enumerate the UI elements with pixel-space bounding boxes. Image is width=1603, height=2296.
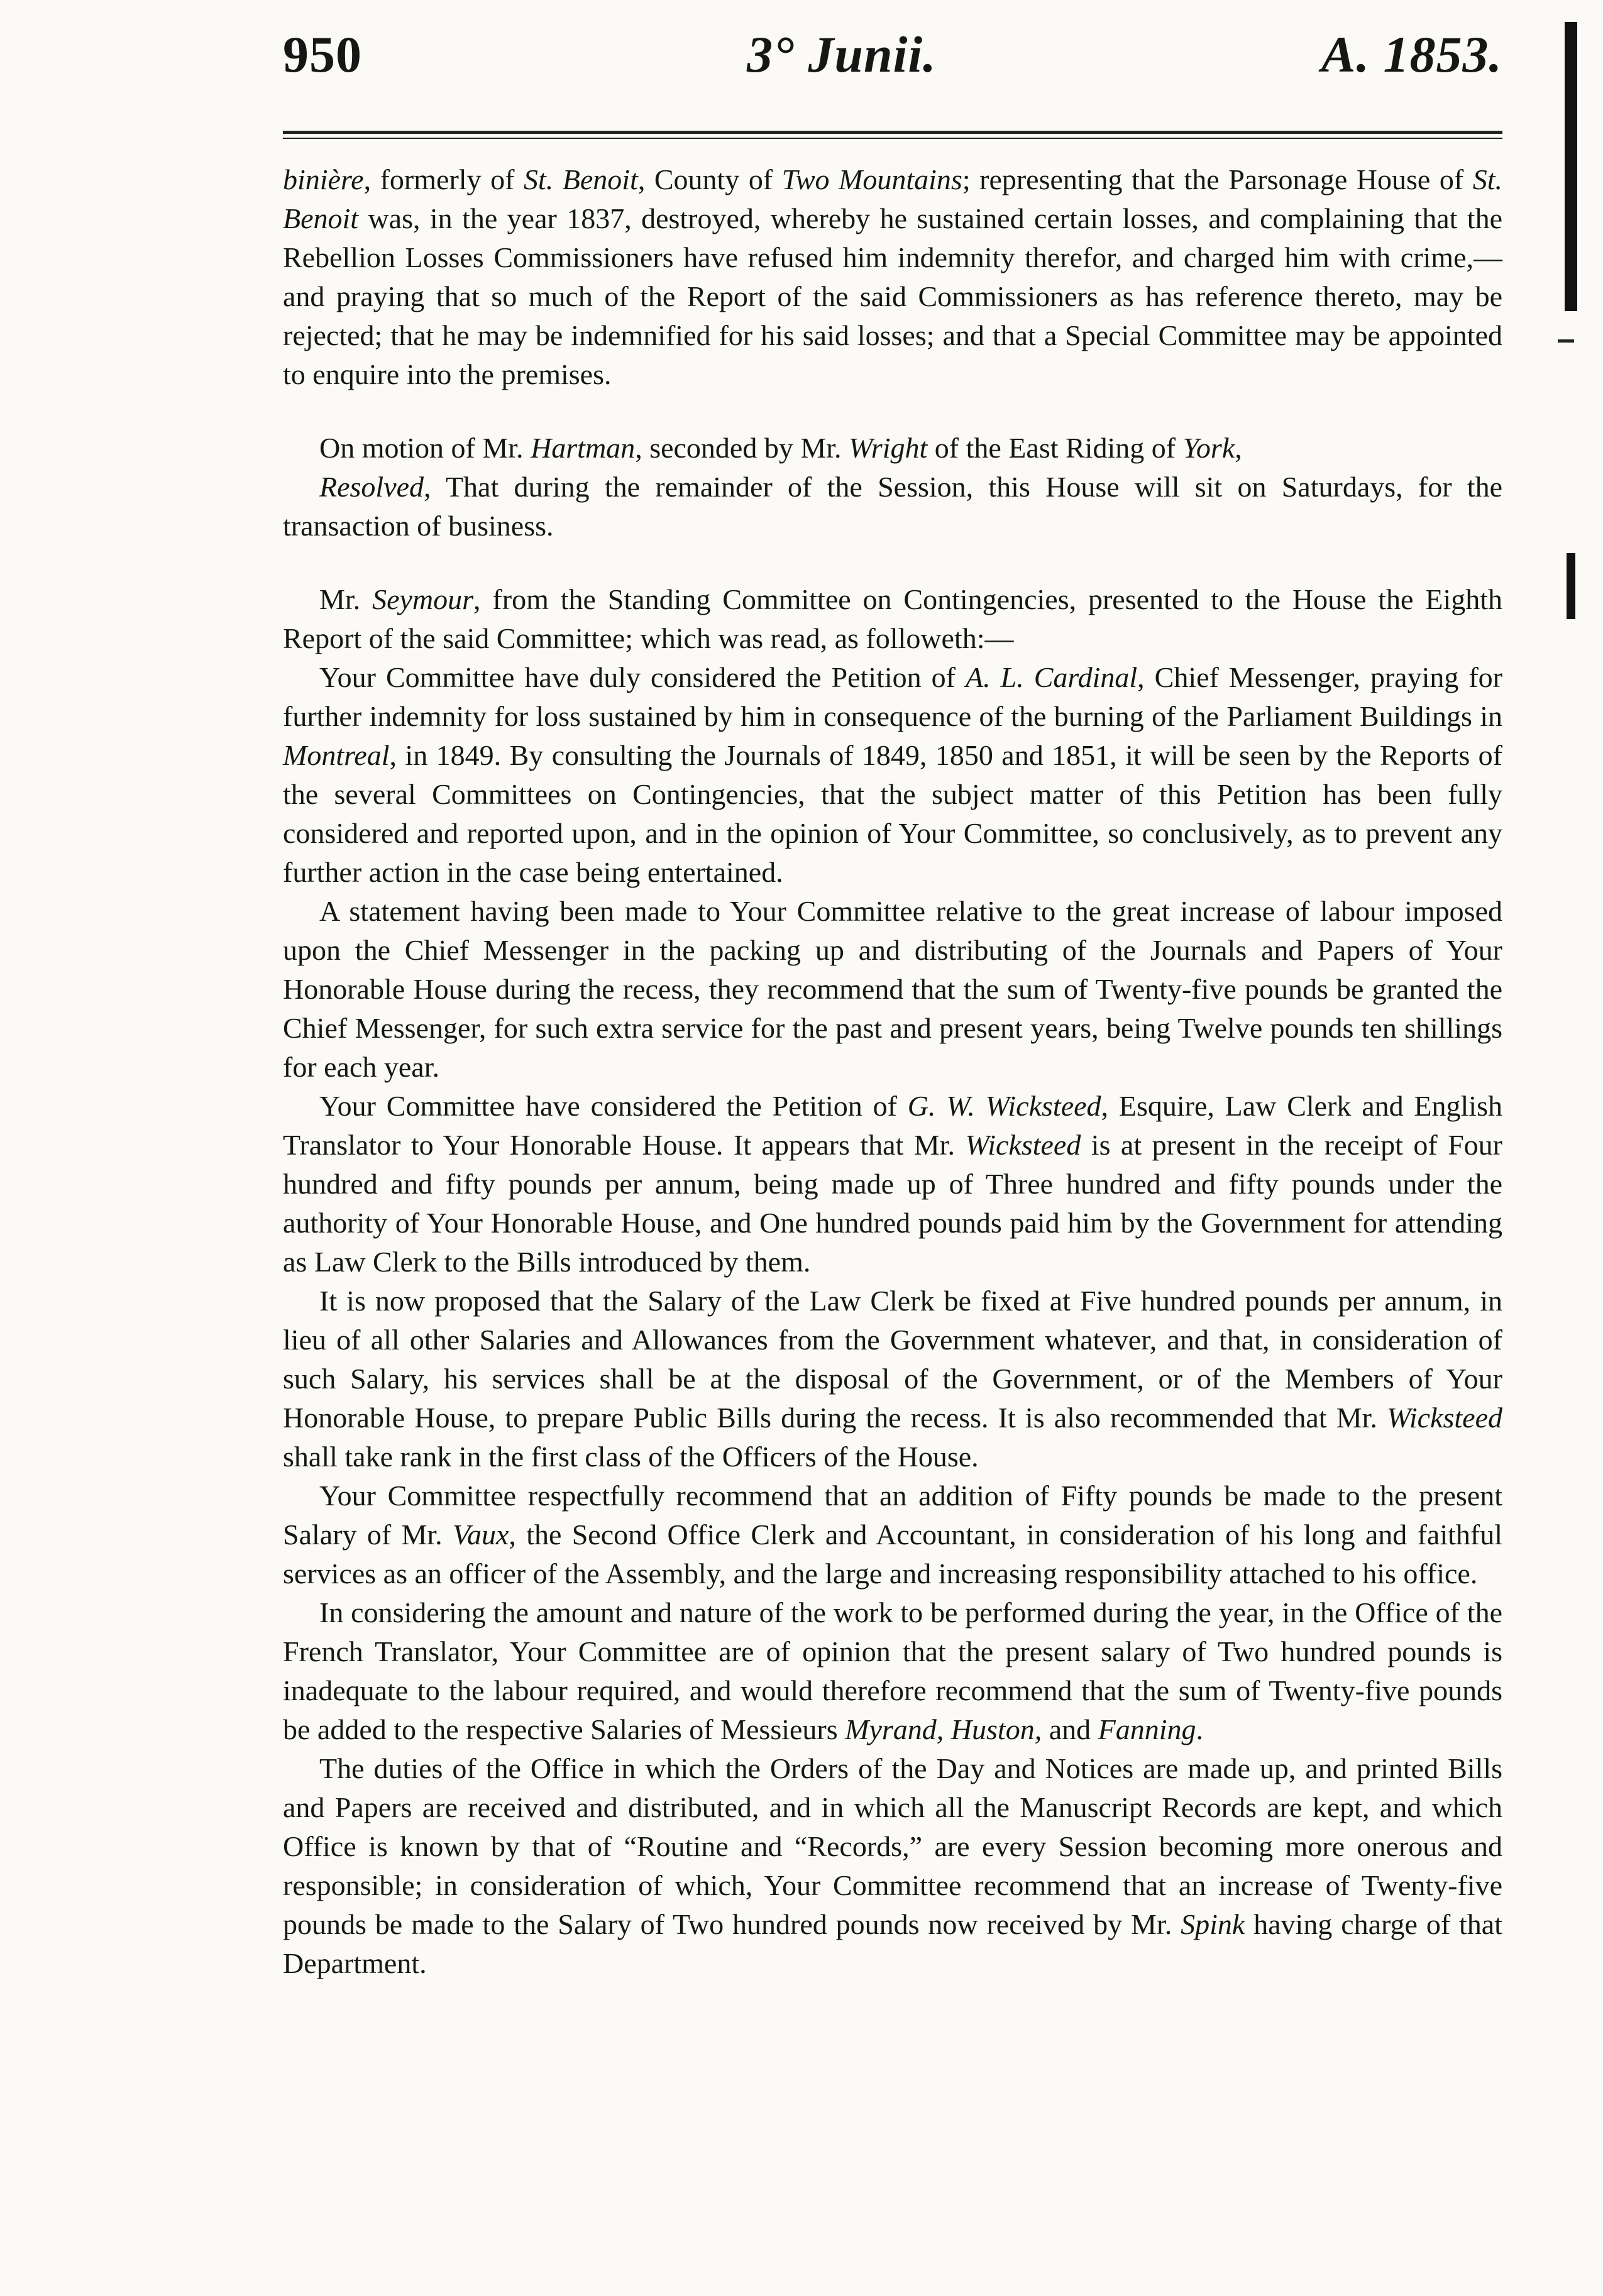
italic-run: G. W. Wicksteed: [907, 1090, 1101, 1122]
italic-run: binière: [283, 163, 364, 195]
header-date: 3° Junii.: [747, 26, 937, 83]
text-run: , formerly of: [363, 163, 524, 195]
text-run: shall take rank in the first class of the Officers of the House.: [283, 1441, 979, 1473]
journal-body: [283, 160, 1502, 1983]
italic-run: Two Mountains: [781, 163, 962, 195]
italic-run: Fanning: [1098, 1713, 1196, 1745]
text-run: On motion of Mr.: [319, 432, 531, 464]
journal-page: [283, 25, 1502, 1983]
scan-edge-bar-top: [1565, 22, 1577, 311]
paragraph-statement: [283, 892, 1502, 1087]
header-year: A. 1853.: [1321, 26, 1502, 83]
paragraph-motion: [283, 429, 1502, 468]
text-run: , That during the remainder of the Session, this House will sit on Saturdays, for the transaction of business.: [283, 471, 1502, 542]
text-run: In considering the amount and nature of the work to be performed during the year, in the Office of the French Translator, Your Committee are of opinion that the present salary of Two hundred pounds is inadequate to the labour required, and would therefore recommend that the sum of Twenty-five pounds be added to the respective Salaries of Messieurs: [283, 1596, 1502, 1745]
paragraph-gap: [283, 394, 1502, 429]
italic-run: Hartman: [531, 432, 636, 464]
paragraph-french: [283, 1593, 1502, 1749]
text-run: It is now proposed that the Salary of the Law Clerk be fixed at Five hundred pounds per annum, in lieu of all other Salaries and Allowances from the Government whatever, and that, in consideration of such Salary, his services shall be at the disposal of the Government, or of the Members of Your Honorable House, to prepare Public Bills during the recess. It is also recommended that Mr.: [283, 1285, 1502, 1434]
text-run: having charge of that Department.: [283, 1908, 1502, 1979]
italic-run: York: [1182, 432, 1235, 464]
paragraph-wicksteed: [283, 1087, 1502, 1282]
paragraph-cardinal: [283, 658, 1502, 892]
text-run: , the Second Office Clerk and Accountant, in consideration of his long and faithful services as an officer of the Assembly, and the large and increasing responsibility attached to his office.: [283, 1519, 1503, 1590]
paragraph-petition-cont: [283, 160, 1502, 394]
text-run: Your Committee have duly considered the Petition of: [319, 661, 966, 693]
text-run: was, in the year 1837, destroyed, whereby he sustained certain losses, and complaining that the Rebellion Losses Commissioners have refused him indemnity therefor, and charged him with crime,—and praying that so much of the Report of the said Commissioners as has reference thereto, may be rejected; that he may be indemnified for his said losses; and that a Special Committee may be appointed to enquire into the premises.: [283, 202, 1502, 390]
text-run: is at present in the receipt of Four hundred and fifty pounds per annum, being made up of Three hundred and fifty pounds under the authority of Your Honorable House, and One hundred pounds paid him by the Government for attending as Law Clerk to the Bills introduced by them.: [283, 1129, 1503, 1278]
italic-run: Montreal: [283, 739, 390, 771]
italic-run: Vaux: [452, 1519, 509, 1551]
italic-run: St. Benoit: [283, 163, 1502, 234]
paragraph-resolved: [283, 468, 1502, 546]
italic-run: St. Benoit: [523, 163, 638, 195]
text-run: , from the Standing Committee on Contingencies, presented to the House the Eighth Report of the said Committee; which was read, as followeth:—: [283, 583, 1503, 654]
text-run: and: [1042, 1713, 1098, 1745]
text-run: , Chief Messenger, praying for further indemnity for loss sustained by him in consequence of the burning of the Parliament Buildings in: [283, 661, 1503, 732]
italic-run: Wicksteed: [965, 1129, 1081, 1161]
paragraph-seymour: [283, 580, 1502, 658]
paragraph-salary: [283, 1282, 1502, 1476]
text-run: .: [1196, 1713, 1204, 1745]
paragraph-gap: [283, 546, 1502, 580]
paragraph-routine: [283, 1749, 1502, 1983]
header-rule-thick: [283, 131, 1502, 134]
scan-edge-dash: [1558, 339, 1574, 343]
page-number: 950: [283, 26, 362, 83]
text-run: Your Committee have considered the Petition of: [319, 1090, 908, 1122]
text-run: , County of: [637, 163, 782, 195]
text-run: of the East Riding of: [927, 432, 1183, 464]
italic-run: Wicksteed: [1387, 1402, 1502, 1434]
header-rule-thin: [283, 138, 1502, 139]
text-run: A statement having been made to Your Committee relative to the great increase of labour imposed upon the Chief Messenger in the packing up and distributing of the Journals and Papers of Your Honorable House during the recess, they recommend that the sum of Twenty-five pounds be granted the Chief Messenger, for such extra service for the past and present years, being Twelve pounds ten shillings for each year.: [283, 895, 1502, 1083]
text-run: , Esquire, Law Clerk and English Translator to Your Honorable House. It appears that Mr.: [283, 1090, 1502, 1161]
text-run: Mr.: [319, 583, 373, 615]
italic-run: Myrand, Huston,: [845, 1713, 1042, 1745]
page-header: [283, 25, 1502, 119]
italic-run: Resolved: [319, 471, 424, 503]
text-run: ,: [1235, 432, 1242, 464]
text-run: Your Committee respectfully recommend that an addition of Fifty pounds be made to the present Salary of Mr.: [283, 1480, 1502, 1551]
text-run: , in 1849. By consulting the Journals of 1849, 1850 and 1851, it will be seen by the Reports of the several Committees on Contingencies, that the subject matter of this Petition has been fully considered and reported upon, and in the opinion of Your Committee, so conclusively, as to prevent any further action in the case being entertained.: [283, 739, 1502, 888]
text-run: , seconded by Mr.: [635, 432, 849, 464]
scan-edge-bar-mid: [1567, 553, 1575, 619]
italic-run: Seymour: [372, 583, 474, 615]
text-run: The duties of the Office in which the Orders of the Day and Notices are made up, and printed Bills and Papers are received and distributed, and in which all the Manuscript Records are kept, and which Office is known by that of “Routine and “Records,” are every Session becoming more onerous and responsible; in consideration of which, Your Committee recommend that an increase of Twenty-five pounds be made to the Salary of Two hundred pounds now received by Mr.: [283, 1752, 1502, 1940]
italic-run: Wright: [849, 432, 928, 464]
paragraph-vaux: [283, 1476, 1502, 1593]
italic-run: Spink: [1181, 1908, 1245, 1940]
text-run: ; representing that the Parsonage House of: [962, 163, 1473, 195]
italic-run: A. L. Cardinal: [966, 661, 1138, 693]
